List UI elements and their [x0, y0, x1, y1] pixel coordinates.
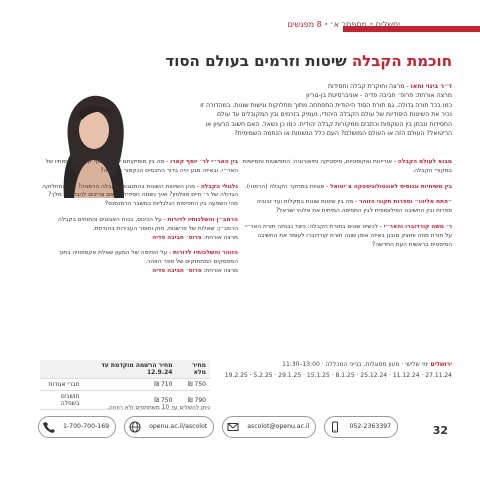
session-text: - סוגיות במחקר הקבלה (הרמוני).	[244, 183, 331, 190]
email-text: ascolot@openu.ac.il	[247, 423, 310, 430]
guest-name: פרופ׳ חביבה פדיה	[152, 267, 202, 274]
guest-label: מרצה אורחת:	[201, 234, 238, 241]
session-text: - מה בין שיטות שונות במקלות ועד זבוביה ספרות ובין החשיבה הפילוסופית לבין התפיסה המיתית את אלוהי ישראל?	[256, 199, 452, 215]
lecturer-line	[196, 82, 452, 91]
session-title: בין משיחיות וגנוסיס לאונטולוגיסטקה צ׳יטואל	[330, 183, 452, 190]
mail-icon	[225, 419, 241, 435]
session-text: - על הפיוסה של המעון שאלת אקספוזיה בתוך המפסקים המתחזקים של ספר הזוהר.	[58, 250, 238, 266]
price-table	[40, 360, 210, 410]
session-title: הזוהר והשלכותיו לדורות	[173, 250, 238, 257]
session-item	[40, 216, 238, 234]
globe-icon	[127, 419, 143, 435]
title-rest: שיטות וזרמים בעולם הסוד	[165, 52, 347, 70]
lecturer-desc: - מרצה וחוקרת קבלה וחסידות	[327, 83, 409, 90]
price-label: חברי אגודות	[40, 379, 83, 391]
guest-label: מרצה אורחת:	[201, 267, 238, 274]
price-header: מחיר מלא	[176, 360, 210, 379]
session-text: - אוריינות ואקוסטיות, מיסטיקה ותיאורוגיה: התפשטות וחמישיות במקורי הקבלה.	[242, 159, 452, 174]
left-column	[40, 158, 238, 276]
guest-lecturer-line	[40, 267, 238, 276]
price-header: מחיר הרשמה מוקדמת עד 12.9.24	[83, 360, 176, 379]
contact-row	[38, 413, 398, 440]
price-full: 750 ₪	[176, 379, 210, 391]
price-table-wrap	[40, 360, 210, 410]
email-pill[interactable]	[222, 416, 316, 438]
mobile-number: 052-2363397	[349, 423, 392, 430]
session-item	[242, 223, 452, 249]
price-note: ניתן להשלים עד 10 משתתפים ולא רווחה.	[107, 405, 210, 411]
breadcrumb: יחשלים•מספסר א׳•8 מפגשים	[287, 20, 400, 29]
right-column	[242, 158, 452, 249]
session-title: מבוא לעולם הקבלה	[397, 159, 452, 165]
session-text: - מהן השיטות השונות בהתנגנות הקבלה הרמניה? מה המחלוקה הגדולה של ר׳ חיים מוולוזין? ואיך נשמה חסידית? האם צריכים להבין את מלך? מהי השפעה בין התפיסות הגלגליות במשבר הרמנסנס?	[42, 183, 238, 208]
mobile-phone-icon	[327, 419, 343, 435]
guest-lecturer-line	[40, 234, 238, 243]
session-title: הרמב״ן והשלכותיו לדורות	[167, 216, 238, 223]
coordinator-line: מרצה אורחת: פרופ׳ חביבה פדיה - אוניברסיטת בן-גוריון	[306, 92, 452, 100]
breadcrumb-section: יחשלים	[375, 20, 400, 29]
phone-pill[interactable]	[38, 416, 116, 438]
website-text: openu.ac.il/ascolot	[149, 423, 208, 430]
session-item	[40, 158, 238, 176]
table-row	[40, 379, 210, 391]
session-item	[242, 198, 452, 216]
intro-body: כמו בכל תורה גדולה, גם תורת הסוד היהודית התפתחה מתוך מחלוקות וגישות שונות. במהדורה זו נכיר את השיטות היסודיות של עולם הקבלה היהודי, נעמיק בזרמים ובין המקובלים עד עולם החסידות ונבחן בין השקפות וכתבים ממקורות קבלה יהודית. כמו כן נשאל, האם חשוב הרעיון או הריטואל? העולם הזה או העולם המושלם? העם כלל הנשמות או הנחמה השמימית?	[200, 101, 452, 138]
page-title	[165, 52, 452, 70]
breadcrumb-category: מספסר א׳	[330, 20, 367, 29]
schedule-line: ירושלים ימי שלישי · מעון מסוגלות, בנייני המכללה · 13:00–11:30	[282, 361, 452, 368]
website-pill[interactable]	[124, 416, 214, 438]
price-early: 710 ₪	[83, 379, 176, 391]
phone-number: 1-700-700-169	[63, 423, 110, 430]
session-text: - מה בין מוסיקותם של ר׳ יוסף קארו ותפיסותיו של האר״י, ובאיזה מגע היה בדור החכמים הכקסור הקבלה?	[45, 159, 238, 174]
schedule-days: ימי שלישי	[405, 361, 429, 368]
session-title: גלגולי הקבלה	[200, 183, 238, 190]
price-early: 750 ₪	[83, 391, 176, 410]
breadcrumb-sessions: 8 מפגשים	[287, 20, 322, 29]
session-item	[40, 183, 238, 209]
session-text: - לכשיט שונים בתורת הקבלה: כיצד נבנתה תורת האר״י על תורת מוזה ותוצק מובנן באיזה אופן שונה תורת קורדוברו לעומד את החשיבה המיסטית בראשית העת החדשה?	[245, 223, 452, 248]
session-title: ״פתח אליהו״ וספרות תקוני הזוהר	[359, 199, 452, 206]
schedule-dates: 27.11.24 · 11.12.24 · 25.12.24 · 8.1.25 · 15.1.25 · 29.1.25 · 5.2.25 · 19.2.25	[224, 372, 452, 379]
schedule-city: ירושלים	[430, 361, 452, 368]
session-item	[242, 158, 452, 176]
page-number: 32	[432, 424, 448, 437]
session-text: - על הכינוס, בכוח האגוטים והתוחים בקבלה הרמב״ן: שאלות של פרשנות, חוק וחוסר העבירות בהנדסת.	[58, 216, 238, 232]
session-title: ר׳ משה קורדוברו והאר״י	[383, 223, 452, 230]
session-title: בין האר״י לר׳ יוסף קארו	[170, 159, 238, 165]
mobile-pill[interactable]	[324, 416, 398, 438]
schedule-venue: מעון מסוגלות, בנייני המכללה	[325, 361, 400, 368]
price-full: 790 ₪	[176, 391, 210, 410]
price-header	[40, 360, 83, 379]
schedule-time: 13:00–11:30	[282, 361, 320, 368]
session-item	[40, 249, 238, 267]
title-accent: חוכמת הקבלה	[351, 52, 452, 70]
phone-icon	[41, 419, 57, 435]
lecturer-name: ד״ר בינוי וחאו	[410, 83, 452, 90]
intro-block	[196, 82, 452, 138]
session-item	[242, 183, 452, 192]
price-label: תושבים בשפלה	[40, 391, 83, 410]
guest-name: פרופ׳ חביבה פדיה	[152, 234, 202, 241]
